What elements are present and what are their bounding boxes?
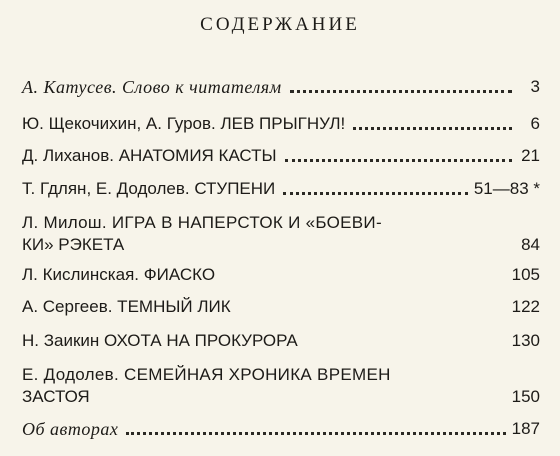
page-number: 150 (511, 387, 540, 406)
dot-leader (353, 127, 512, 130)
page-number: 187 (511, 419, 540, 438)
page-title: СОДЕРЖАНИЕ (200, 14, 360, 35)
toc-entry (22, 76, 540, 98)
page-number: 122 (511, 297, 540, 316)
dot-leader (285, 159, 512, 162)
toc-entry (22, 145, 540, 167)
entry-title-line1: Е. Додолев. СЕМЕЙНАЯ ХРОНИКА ВРЕМЕН (22, 365, 391, 384)
entry-title: Л. Кислинская. ФИАСКО (22, 265, 216, 284)
dot-leader (126, 432, 505, 435)
page-number: 6 (530, 114, 540, 133)
entry-title: Н. Заикин ОХОТА НА ПРОКУРОРА (22, 331, 298, 350)
toc-entry (22, 296, 540, 318)
page-number: 3 (530, 77, 540, 96)
toc-entry (22, 330, 540, 352)
toc-entry (22, 212, 540, 256)
entry-title-line1: Л. Милош. ИГРА В НАПЕРСТОК И «БОЕВИ- (22, 213, 382, 232)
entry-title: КИ» РЭКЕТА (22, 235, 125, 254)
page-number: 21 (521, 146, 540, 165)
toc-entry (22, 418, 540, 440)
entry-title: Ю. Щекочихин, А. Гуров. ЛЕВ ПРЫГНУЛ! (22, 114, 346, 133)
dot-leader (283, 192, 468, 195)
page-number: 84 (521, 235, 540, 254)
toc-entry (22, 364, 540, 408)
dot-leader (290, 90, 512, 93)
entry-title: А. Сергеев. ТЕМНЫЙ ЛИК (22, 297, 231, 316)
toc-entry (22, 178, 540, 200)
page-number: 51—83 * (473, 179, 540, 198)
toc-entry (22, 113, 540, 135)
page-number: 105 (511, 265, 540, 284)
entry-title: Об авторах (22, 419, 119, 439)
page-number: 130 (511, 331, 540, 350)
entry-title: Т. Гдлян, Е. Додолев. СТУПЕНИ (22, 179, 276, 198)
entry-title: А. Катусев. Слово к читателям (22, 77, 282, 97)
entry-title: ЗАСТОЯ (22, 387, 90, 406)
entry-title: Д. Лиханов. АНАТОМИЯ КАСТЫ (22, 146, 277, 165)
toc-entry (22, 264, 540, 286)
